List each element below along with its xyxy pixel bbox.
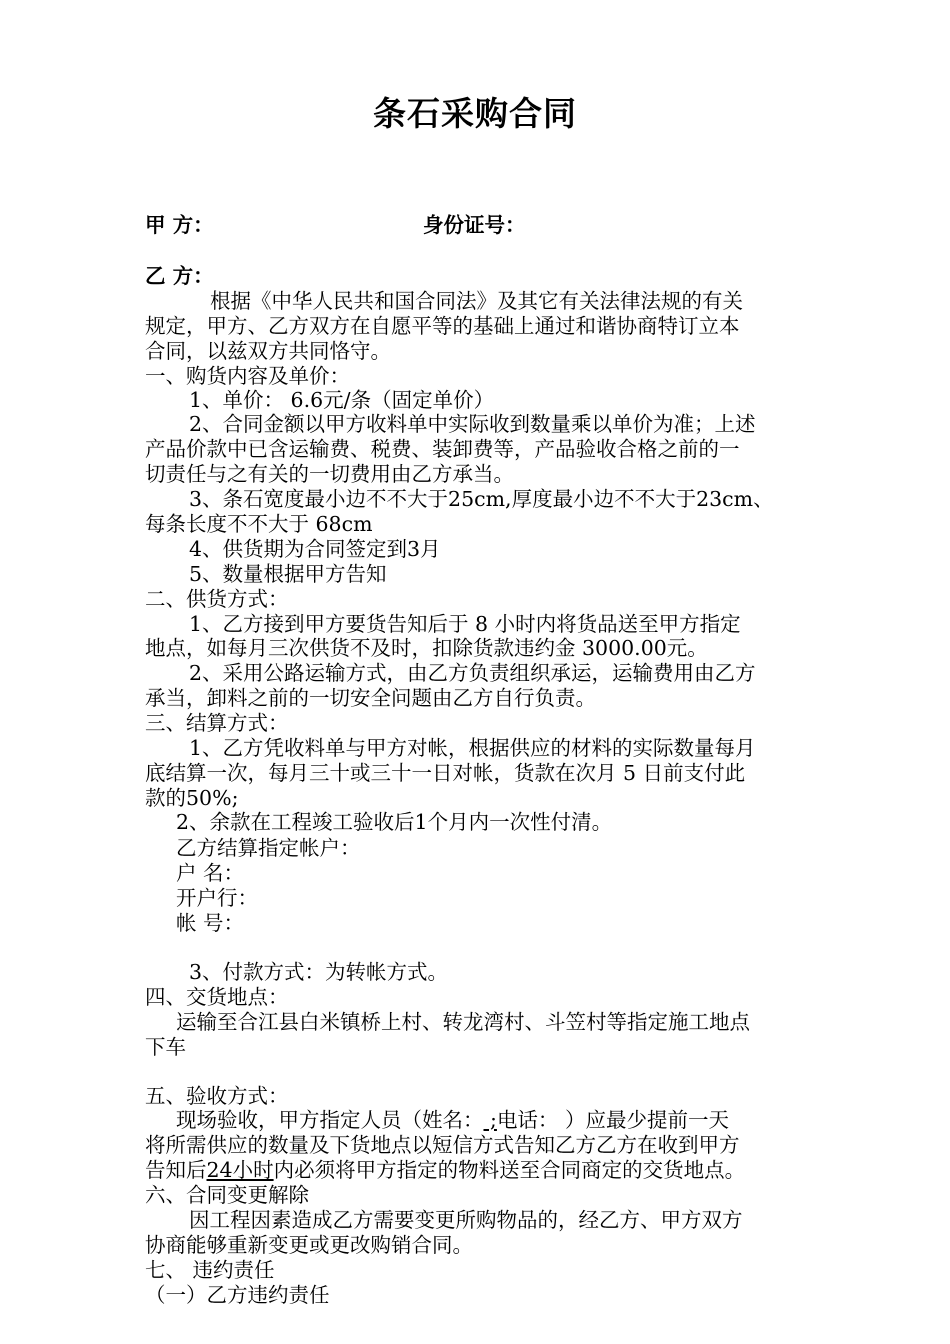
clause-line: 1、单价： 6.6元/条（固定单价） (189, 388, 495, 412)
clause-text: 电话： ）应最少提前一天 (496, 1108, 729, 1132)
section-heading: 七、 违约责任 (145, 1258, 275, 1282)
preamble-line: 规定，甲方、乙方双方在自愿平等的基础上通过和谐协商特订立本 (145, 314, 740, 338)
party-b-label: 乙 方： (145, 264, 214, 288)
underlined-blank: ; (483, 1108, 497, 1132)
party-a-label: 甲 方： (145, 213, 214, 237)
clause-line: 产品价款中已含运输费、税费、装卸费等，产品验收合格之前的一 (145, 437, 740, 461)
clause-line: 3、条石宽度最小边不不大于25cm,厚度最小边不不大于23cm、 (189, 487, 774, 511)
clause-line: 款的50%; (145, 786, 239, 810)
id-number-label: 身份证号： (423, 213, 526, 237)
clause-line (176, 1108, 729, 1133)
bank-label: 开户行： (176, 886, 258, 910)
clause-text: 内必须将甲方指定的物料送至合同商定的交货地点。 (273, 1158, 746, 1182)
clause-line: 协商能够重新变更或更改购销合同。 (145, 1233, 473, 1257)
clause-line: 地点，如每月三次供货不及时，扣除货款违约金 3000.00元。 (145, 636, 708, 660)
clause-line: 3、付款方式：为转帐方式。 (189, 960, 449, 984)
clause-line: 将所需供应的数量及下货地点以短信方式告知乙方乙方在收到甲方 (145, 1133, 740, 1157)
section-heading: 五、验收方式： (145, 1084, 289, 1108)
clause-line (145, 1158, 745, 1183)
clause-line: 运输至合江县白米镇桥上村、转龙湾村、斗笠村等指定施工地点 (176, 1010, 750, 1034)
clause-line: 每条长度不不大于 68cm (145, 512, 373, 536)
section-heading: 六、合同变更解除 (145, 1183, 309, 1207)
section-heading: 二、供货方式： (145, 587, 289, 611)
clause-line: 切责任与之有关的一切费用由乙方承当。 (145, 462, 514, 486)
account-number-label: 帐 号： (176, 911, 245, 935)
preamble-line: 合同，以兹双方共同恪守。 (145, 339, 391, 363)
account-name-label: 户 名： (176, 861, 245, 885)
clause-line: 下车 (145, 1035, 186, 1059)
clause-line: 2、采用公路运输方式，由乙方负责组织承运，运输费用由乙方 (189, 661, 756, 685)
clause-line: 2、余款在工程竣工验收后1个月内一次性付清。 (176, 810, 613, 834)
clause-line: 2、合同金额以甲方收料单中实际收到数量乘以单价为准；上述 (189, 412, 756, 436)
clause-line: 5、数量根据甲方告知 (189, 562, 387, 586)
document-title: 条石采购合同 (373, 94, 577, 133)
section-heading: 四、交货地点： (145, 985, 289, 1009)
underlined-time: 24小时 (206, 1158, 274, 1182)
clause-text: 告知后 (145, 1158, 207, 1182)
section-heading: 一、购货内容及单价： (145, 364, 350, 388)
clause-line: 1、乙方凭收料单与甲方对帐，根据供应的材料的实际数量每月 (189, 736, 756, 760)
clause-line: 底结算一次，每月三十或三十一日对帐，货款在次月 5 日前支付此 (145, 761, 746, 785)
clause-line: 1、乙方接到甲方要货告知后于 8 小时内将货品送至甲方指定 (189, 612, 741, 636)
clause-line: 4、供货期为合同签定到3月 (189, 537, 441, 561)
subsection-heading: （一）乙方违约责任 (145, 1283, 330, 1307)
section-heading: 三、结算方式： (145, 711, 289, 735)
clause-line: 承当，卸料之前的一切安全问题由乙方自行负责。 (145, 686, 596, 710)
clause-line: 因工程因素造成乙方需要变更所购物品的，经乙方、甲方双方 (189, 1208, 743, 1232)
preamble-line: 根据《中华人民共和国合同法》及其它有关法律法规的有关 (210, 289, 743, 313)
clause-text: 现场验收，甲方指定人员（姓名： (176, 1108, 484, 1132)
account-heading: 乙方结算指定帐户： (176, 836, 361, 860)
